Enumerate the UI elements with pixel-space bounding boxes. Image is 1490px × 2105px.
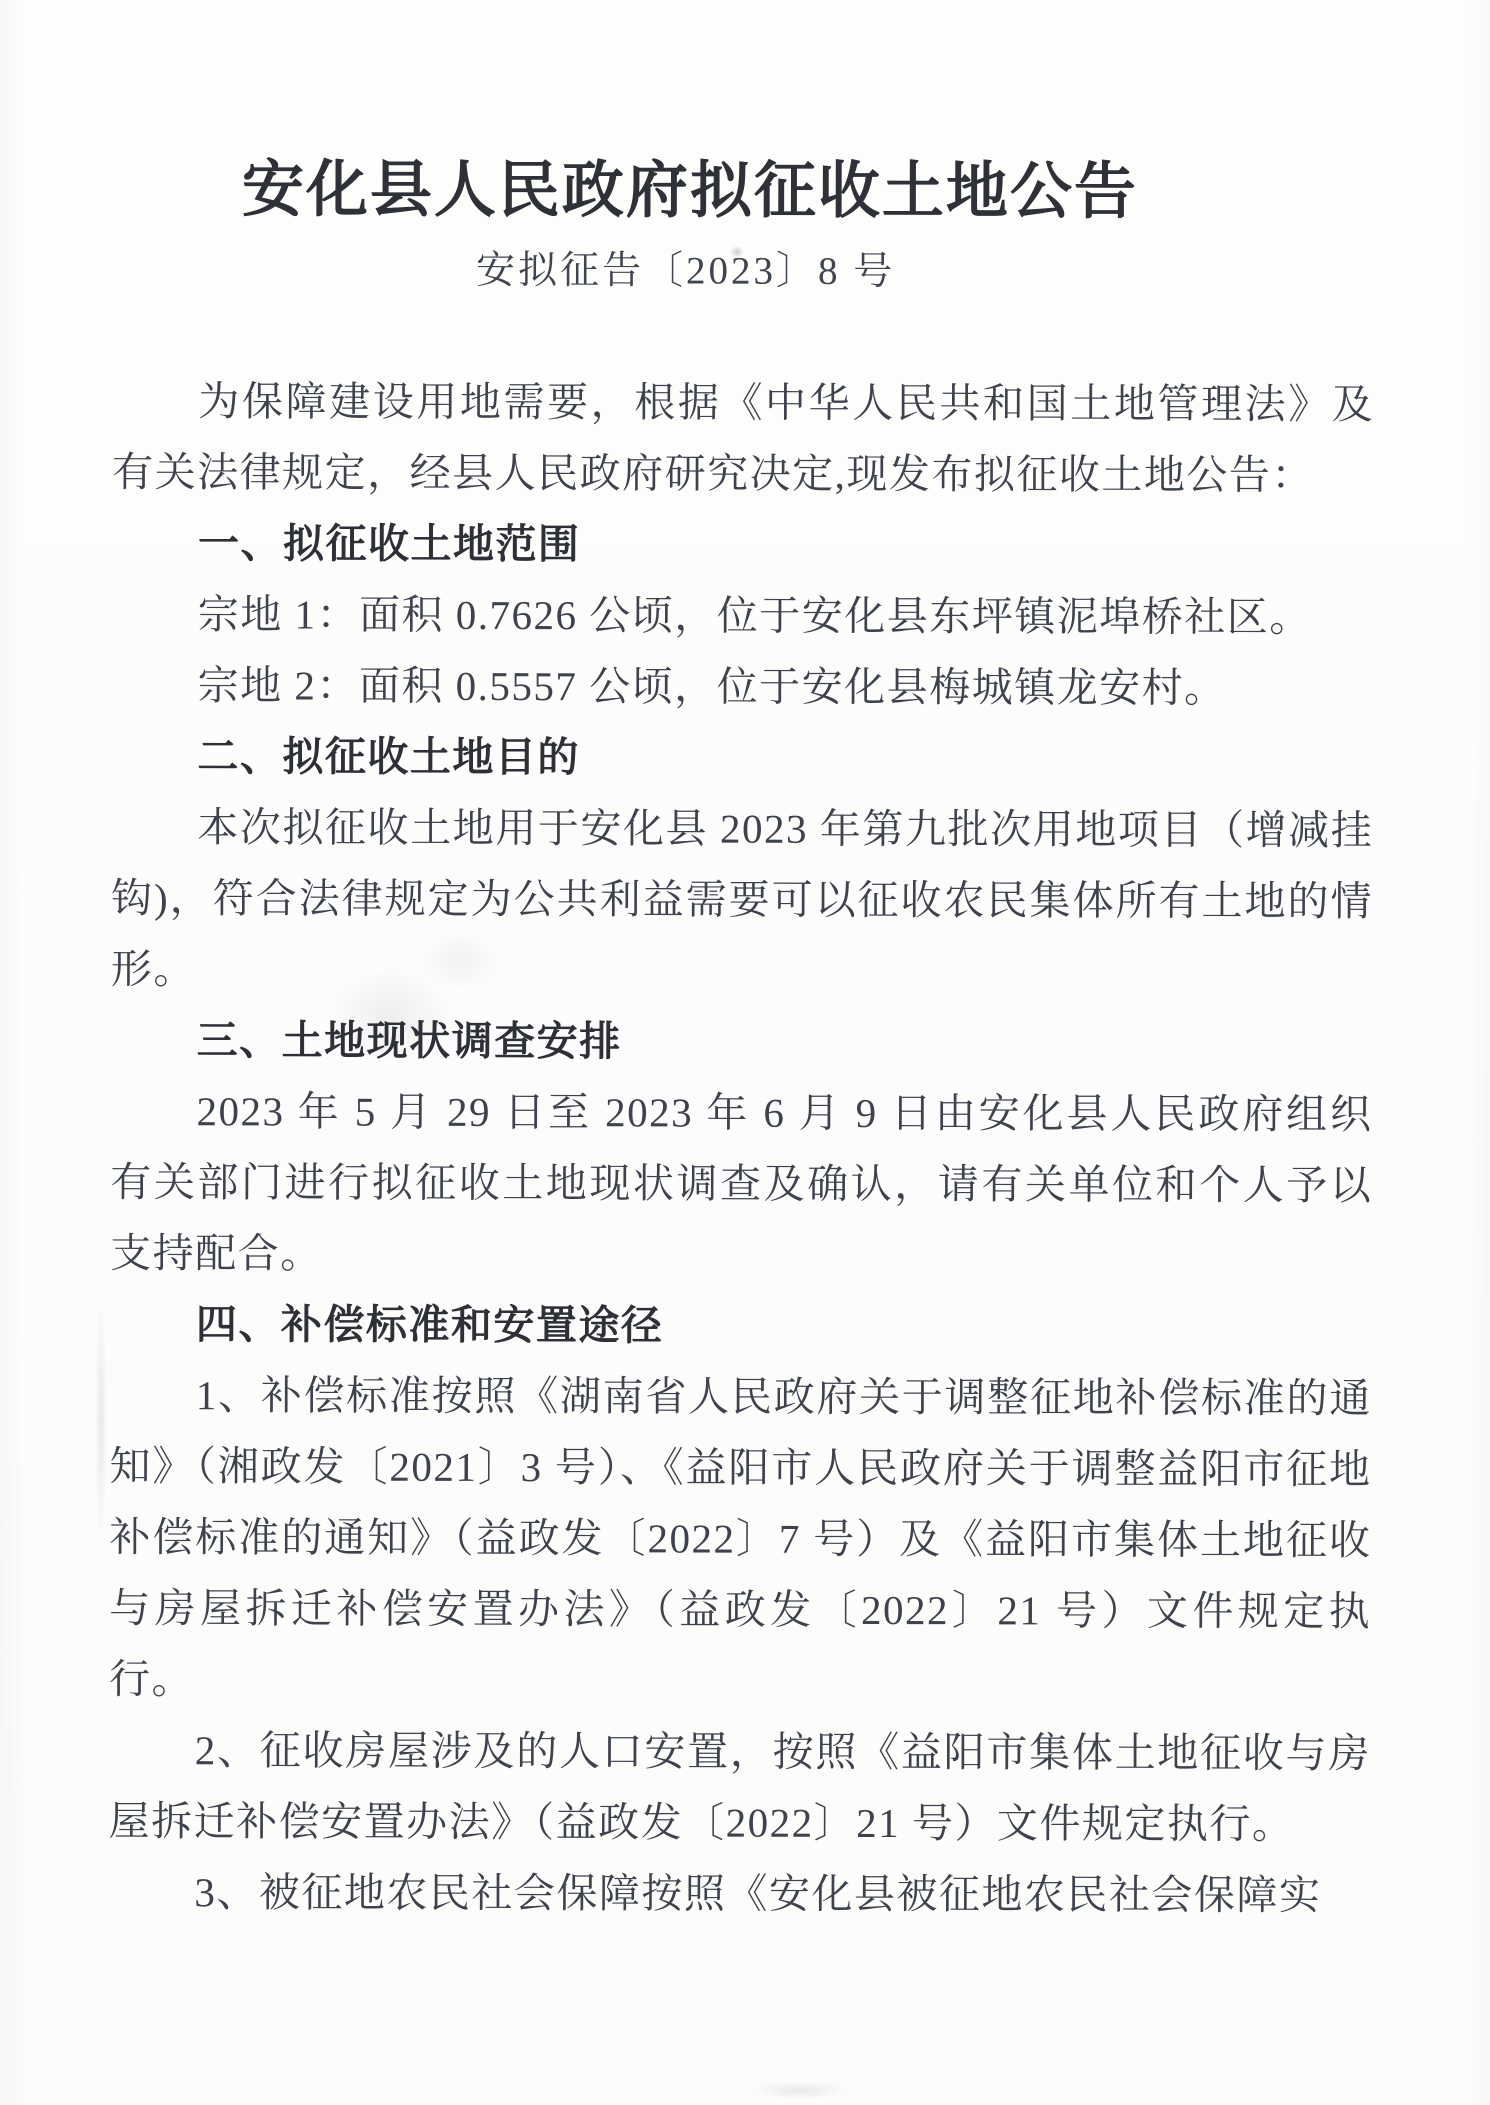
- section-4-paragraph-item-1: 1、补偿标准按照《湖南省人民政府关于调整征地补偿标准的通知》（湘政发〔2021〕3 号）、《益阳市人民政府关于调整益阳市征地补偿标准的通知》（益政发〔2022〕7 号）及《益阳市集体土地征收与房屋拆迁补偿安置办法》（益政发〔2022〕21 号）文件规定执行。: [108, 1372, 1372, 1703]
- section-1-paragraph-parcel-1: 宗地 1：面积 0.7626 公顷，位于安化县东坪镇泥埠桥社区。: [197, 591, 1312, 641]
- section-3-heading: 三、土地现状调查安排: [196, 1017, 622, 1065]
- intro-paragraph: 为保障建设用地需要，根据《中华人民共和国土地管理法》及有关法律规定，经县人民政府研究决定,现发布拟征收土地公告：: [112, 378, 1375, 499]
- document-title: 安化县人民政府拟征收土地公告: [241, 155, 1138, 227]
- section-2-heading: 二、拟征收土地目的: [197, 733, 580, 781]
- section-3-paragraph: 2023 年 5 月 29 日至 2023 年 6 月 9 日由安化县人民政府组织有关部门进行拟征收土地现状调查及确认，请有关单位和个人予以支持配合。: [110, 1088, 1373, 1277]
- section-1-heading: 一、拟征收土地范围: [197, 520, 581, 568]
- section-2-paragraph: 本次拟征收土地用于安化县 2023 年第九批次用地项目（增减挂钩)，符合法律规定为公共利益需要可以征收农民集体所有土地的情形。: [110, 804, 1374, 993]
- document-number: 安拟征告〔2023〕8 号: [475, 248, 896, 294]
- document-body: [108, 152, 1375, 1931]
- section-4-paragraph-item-3-truncated: 3、被征地农民社会保障按照《安化县被征地农民社会保障实: [194, 1869, 1322, 1919]
- document-content: [108, 366, 1374, 1931]
- section-4-paragraph-item-2: 2、征收房屋涉及的人口安置，按照《益阳市集体土地征收与房屋拆迁补偿安置办法》（益政发〔2022〕21 号）文件规定执行。: [108, 1727, 1371, 1848]
- section-1-paragraph-parcel-2: 宗地 2：面积 0.5557 公顷，位于安化县梅城镇龙安村。: [197, 662, 1227, 711]
- section-4-heading: 四、补偿标准和安置途径: [195, 1301, 664, 1349]
